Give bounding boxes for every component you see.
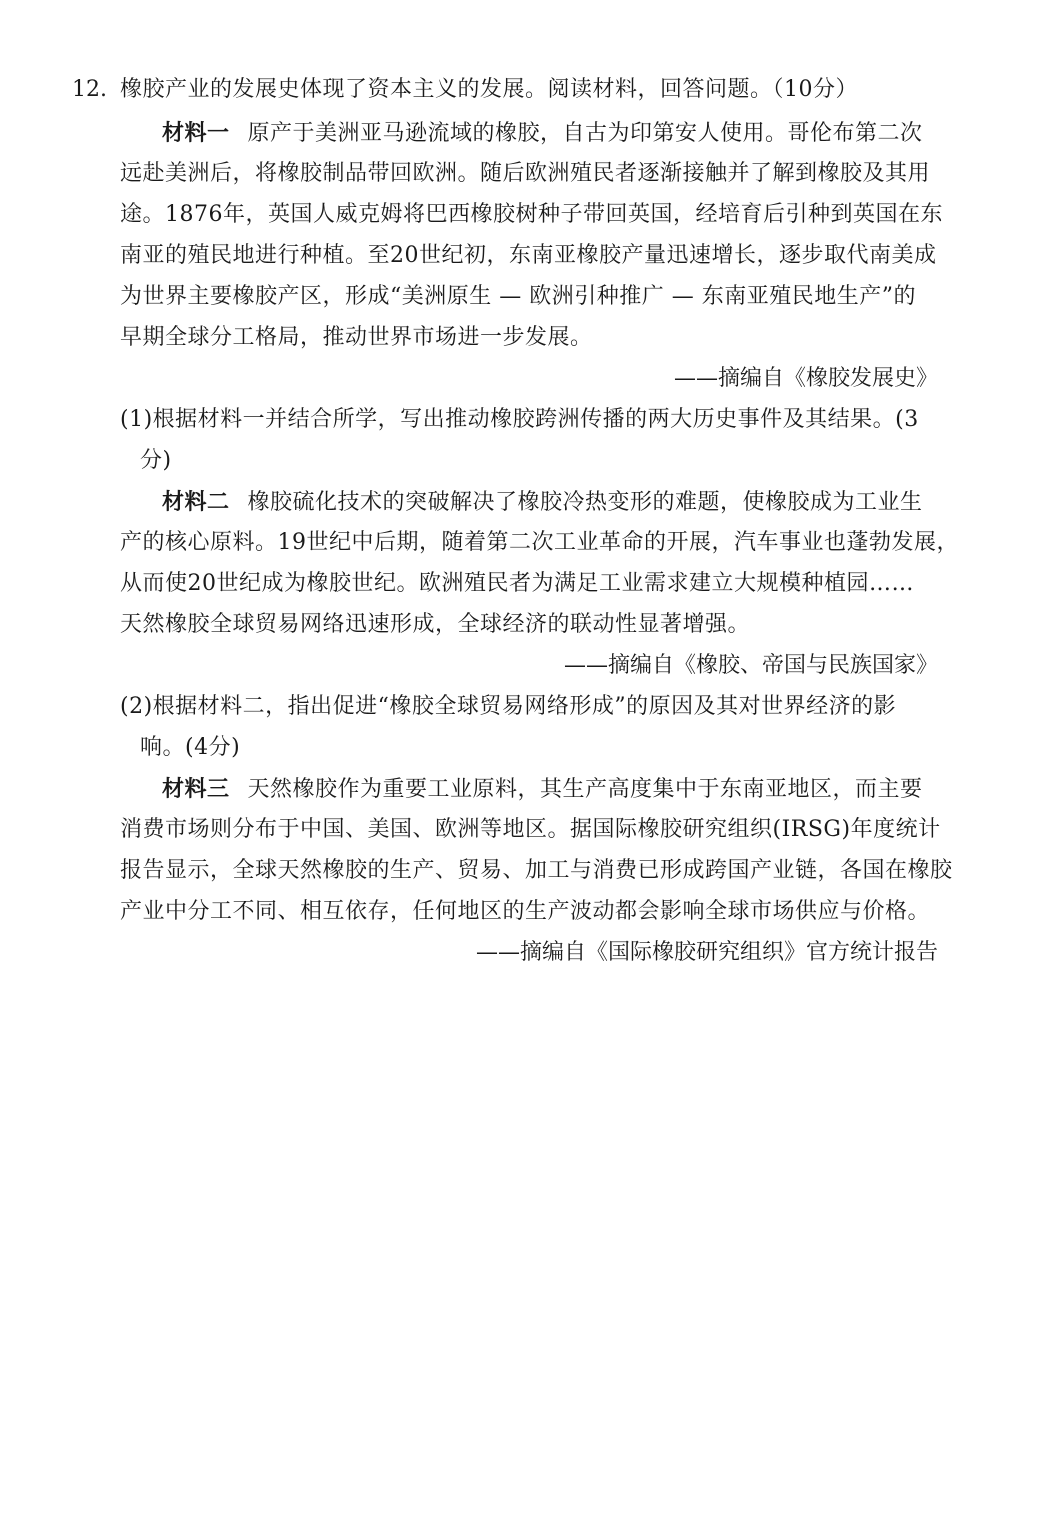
sub-question-2-line-2: 响。(4分) <box>140 735 241 760</box>
material-3-line-2: 消费市场则分布于中国、美国、欧洲等地区。据国际橡胶研究组织(IRSG)年度统计 <box>120 817 941 842</box>
material-1-line-6: 早期全球分工格局，推动世界市场进一步发展。 <box>120 325 593 350</box>
material-1-line-3: 途。1876年，英国人威克姆将巴西橡胶树种子带回英国，经培育后引种到英国在东 <box>120 202 943 227</box>
material-2-line-2: 产的核心原料。19世纪中后期，随着第二次工业革命的开展，汽车事业也蓬勃发展， <box>120 530 959 555</box>
material-1-line-5: 为世界主要橡胶产区，形成“美洲原生 — 欧洲引种推广 — 东南亚殖民地生产”的 <box>120 284 916 309</box>
sub-question-1-line-1: (1)根据材料一并结合所学，写出推动橡胶跨洲传播的两大历史事件及其结果。(3 <box>120 407 919 432</box>
material-2-line-3: 从而使20世纪成为橡胶世纪。欧洲殖民者为满足工业需求建立大规模种植园…… <box>120 571 914 596</box>
material-3-line-4: 产业中分工不同、相互依存，任何地区的生产波动都会影响全球市场供应与价格。 <box>120 899 931 924</box>
material-3-source: ——摘编自《国际橡胶研究组织》官方统计报告 <box>475 940 938 965</box>
sub-question-1-line-2: 分) <box>140 448 172 473</box>
material-1-line-2: 远赴美洲后，将橡胶制品带回欧洲。随后欧洲殖民者逐渐接触并了解到橡胶及其用 <box>120 161 931 186</box>
material-1-source: ——摘编自《橡胶发展史》 <box>673 366 938 391</box>
material-2-source: ——摘编自《橡胶、帝国与民族国家》 <box>563 653 938 678</box>
material-2-label: 材料二 <box>162 489 230 515</box>
question-12-number: 12. <box>72 77 107 102</box>
material-2-line-4: 天然橡胶全球贸易网络迅速形成，全球经济的联动性显著增强。 <box>120 612 751 637</box>
material-3-label: 材料三 <box>162 776 230 802</box>
material-1-line-4: 南亚的殖民地进行种植。至20世纪初，东南亚橡胶产量迅速增长，逐步取代南美成 <box>120 243 937 268</box>
question-12-stem: 橡胶产业的发展史体现了资本主义的发展。阅读材料，回答问题。（10分） <box>120 77 858 102</box>
sub-question-2-line-1: (2)根据材料二，指出促进“橡胶全球贸易网络形成”的原因及其对世界经济的影 <box>120 694 897 719</box>
material-1-label: 材料一 <box>162 120 230 146</box>
material-2-text: 橡胶硫化技术的突破解决了橡胶冷热变形的难题，使橡胶成为工业生 <box>247 490 923 515</box>
material-1-text: 原产于美洲亚马逊流域的橡胶，自古为印第安人使用。哥伦布第二次 <box>247 121 923 146</box>
material-3-line-3: 报告显示，全球天然橡胶的生产、贸易、加工与消费已形成跨国产业链，各国在橡胶 <box>120 858 953 883</box>
material-3-text: 天然橡胶作为重要工业原料，其生产高度集中于东南亚地区，而主要 <box>247 777 923 802</box>
